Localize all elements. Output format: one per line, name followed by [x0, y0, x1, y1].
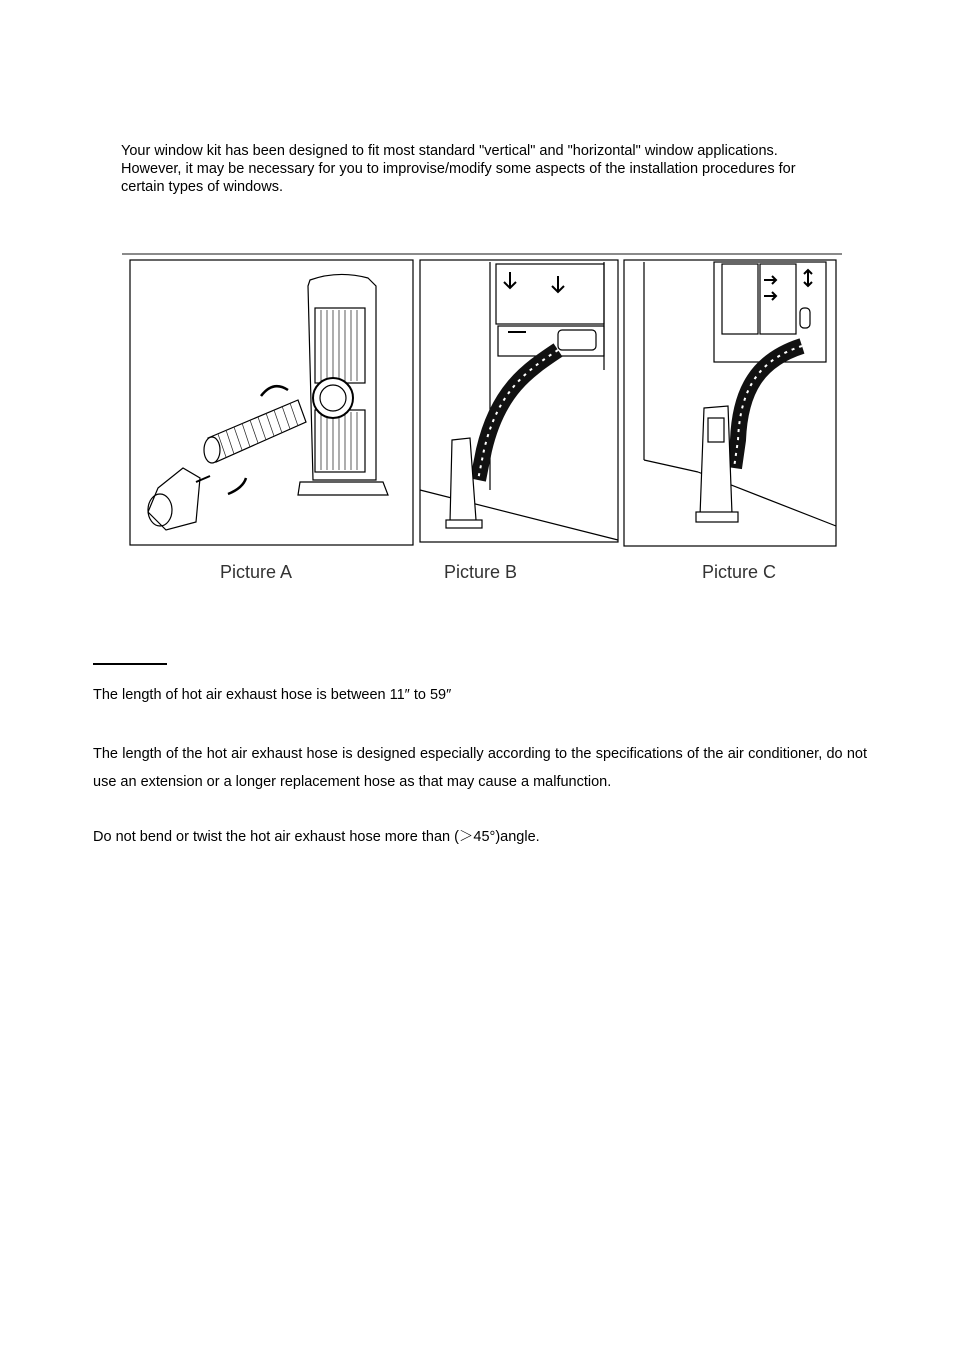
picture-c-panel	[624, 260, 836, 546]
picture-a-panel	[130, 260, 413, 545]
hose-spec-note: The length of the hot air exhaust hose is designed especially according to the specifications of the air conditioner, do not use an extension or a longer replacement hose as that may cause a malfunction.	[93, 746, 867, 790]
intro-text	[121, 142, 881, 196]
caption-picture-c: Picture C	[702, 562, 777, 582]
window-slider-horizontal-icon	[644, 262, 836, 526]
caption-picture-b: Picture B	[444, 562, 518, 582]
note-heading-rule	[93, 663, 167, 665]
picture-b-panel	[420, 260, 618, 542]
window-slider-vertical-icon	[420, 262, 618, 540]
installation-figure	[118, 250, 844, 550]
intro-line-1: Your window kit has been designed to fit most standard "vertical" and "horizontal" window applications.	[121, 143, 778, 159]
hose-length-note: The length of hot air exhaust hose is between 11″ to 59″	[93, 687, 452, 703]
intro-line-2: However, it may be necessary for you to improvise/modify some aspects of the installation procedures for	[121, 161, 796, 177]
hose-bend-warning: Do not bend or twist the hot air exhaust hose more than (＞45°)angle.	[93, 829, 540, 845]
hose-assembly-icon	[148, 274, 388, 530]
intro-line-3: certain types of windows.	[121, 179, 283, 195]
caption-picture-a: Picture A	[220, 562, 293, 582]
